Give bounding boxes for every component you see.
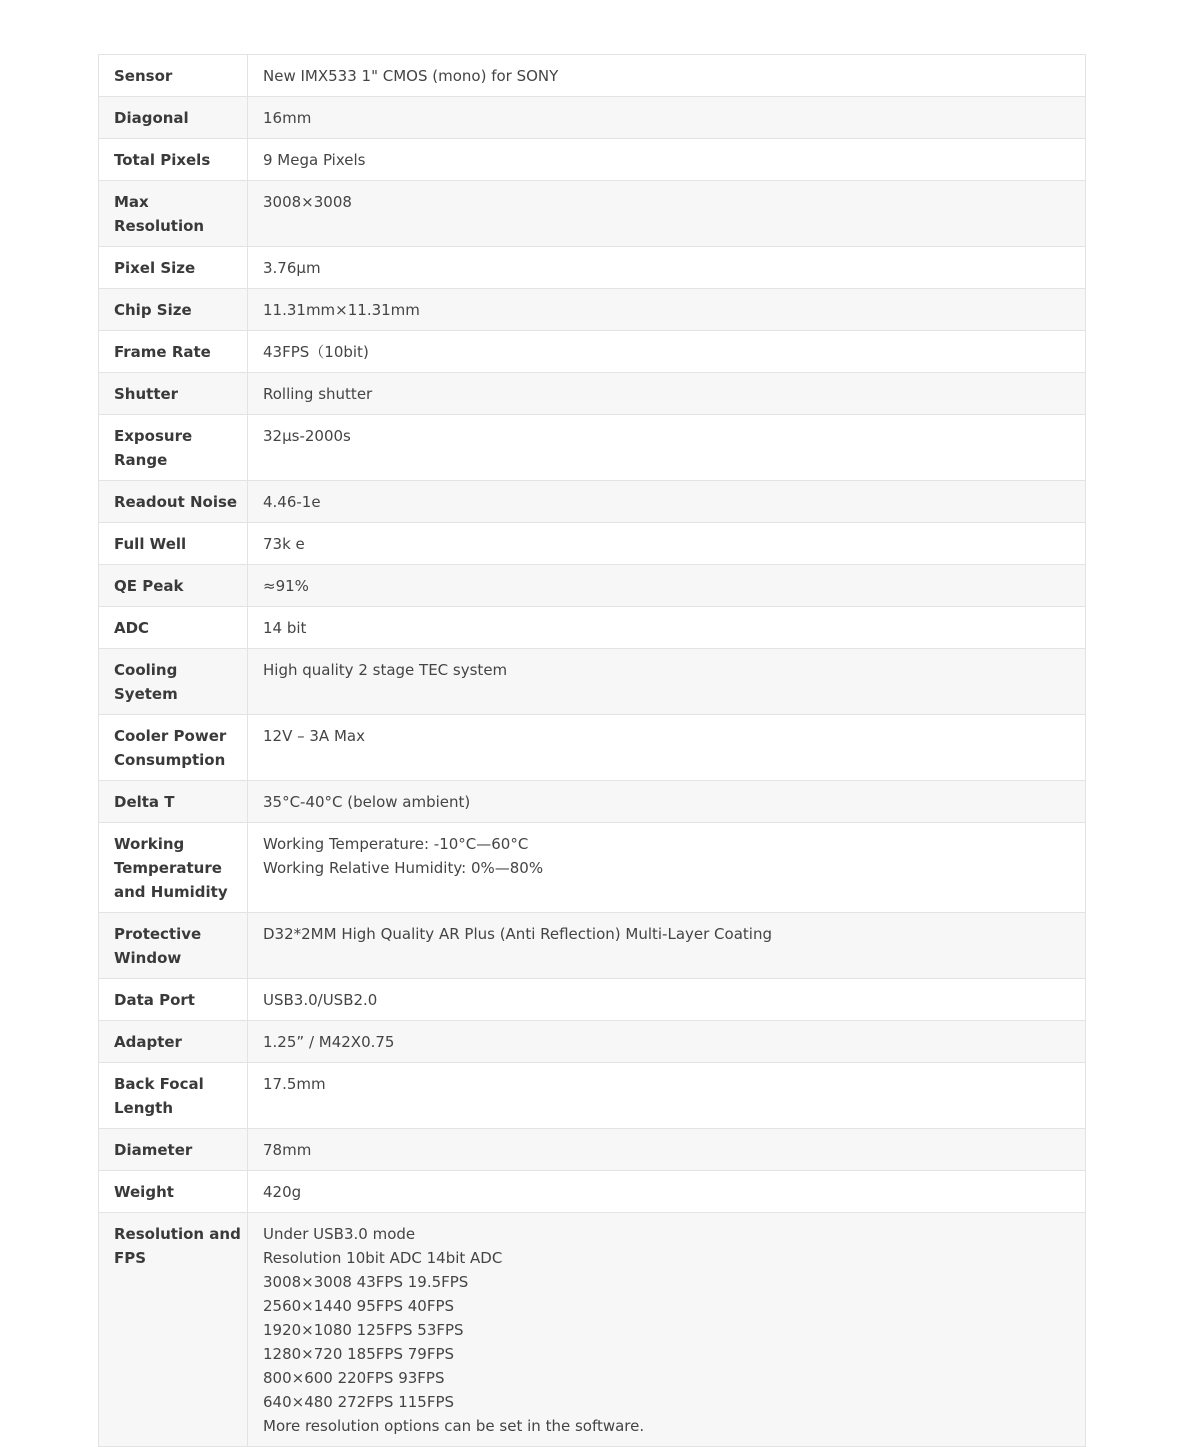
spec-row xyxy=(99,979,1086,1021)
spec-label: Frame Rate xyxy=(99,331,248,373)
spec-label: Shutter xyxy=(99,373,248,415)
spec-row xyxy=(99,55,1086,97)
spec-label: Back Focal Length xyxy=(99,1063,248,1129)
spec-row xyxy=(99,331,1086,373)
spec-label: Protective Window xyxy=(99,913,248,979)
spec-row xyxy=(99,715,1086,781)
spec-value-line: 800×600 220FPS 93FPS xyxy=(263,1369,445,1387)
spec-value-line: ≈91% xyxy=(263,577,309,595)
spec-value xyxy=(248,649,1086,715)
spec-label: Weight xyxy=(99,1171,248,1213)
spec-value-line: Working Relative Humidity: 0%—80% xyxy=(263,859,544,877)
spec-value xyxy=(248,331,1086,373)
spec-label: Chip Size xyxy=(99,289,248,331)
spec-row xyxy=(99,1021,1086,1063)
spec-label: Sensor xyxy=(99,55,248,97)
spec-value-line: 2560×1440 95FPS 40FPS xyxy=(263,1297,455,1315)
spec-value xyxy=(248,781,1086,823)
spec-value xyxy=(248,481,1086,523)
spec-row xyxy=(99,481,1086,523)
spec-value xyxy=(248,181,1086,247)
spec-value-line: 3008×3008 43FPS 19.5FPS xyxy=(263,1273,469,1291)
spec-row xyxy=(99,523,1086,565)
spec-value xyxy=(248,1213,1086,1447)
spec-value-line: 17.5mm xyxy=(263,1075,326,1093)
spec-value xyxy=(248,979,1086,1021)
spec-label: Total Pixels xyxy=(99,139,248,181)
spec-value xyxy=(248,715,1086,781)
spec-label: Resolution and FPS xyxy=(99,1213,248,1447)
spec-value xyxy=(248,1171,1086,1213)
spec-value-line: New IMX533 1" CMOS (mono) for SONY xyxy=(263,67,559,85)
spec-row xyxy=(99,97,1086,139)
spec-value-line: 35°C-40°C (below ambient) xyxy=(263,793,471,811)
spec-value-line: 12V – 3A Max xyxy=(263,727,365,745)
spec-value-line: Under USB3.0 mode xyxy=(263,1225,416,1243)
spec-value xyxy=(248,415,1086,481)
spec-label: Adapter xyxy=(99,1021,248,1063)
spec-value-line: 32μs-2000s xyxy=(263,427,351,445)
spec-value xyxy=(248,913,1086,979)
spec-value-line: Working Temperature: -10°C—60°C xyxy=(263,835,529,853)
spec-value xyxy=(248,523,1086,565)
spec-value xyxy=(248,289,1086,331)
spec-value xyxy=(248,607,1086,649)
spec-value-line: 3.76μm xyxy=(263,259,321,277)
spec-row xyxy=(99,1213,1086,1447)
spec-value-line: 73k e xyxy=(263,535,305,553)
spec-row xyxy=(99,1171,1086,1213)
spec-value xyxy=(248,1021,1086,1063)
spec-value-line: 11.31mm×11.31mm xyxy=(263,301,420,319)
spec-label: Cooling Syetem xyxy=(99,649,248,715)
spec-row xyxy=(99,139,1086,181)
spec-value xyxy=(248,373,1086,415)
spec-value xyxy=(248,97,1086,139)
spec-value-line: 14 bit xyxy=(263,619,307,637)
spec-table xyxy=(98,54,1086,1447)
spec-label: Working Temperature and Humidity xyxy=(99,823,248,913)
spec-row xyxy=(99,823,1086,913)
spec-value-line: Resolution 10bit ADC 14bit ADC xyxy=(263,1249,503,1267)
spec-row xyxy=(99,781,1086,823)
spec-value-line: 4.46-1e xyxy=(263,493,321,511)
spec-label: QE Peak xyxy=(99,565,248,607)
spec-label: ADC xyxy=(99,607,248,649)
spec-label: Max Resolution xyxy=(99,181,248,247)
spec-value xyxy=(248,1063,1086,1129)
spec-value-line: 640×480 272FPS 115FPS xyxy=(263,1393,455,1411)
spec-label: Diagonal xyxy=(99,97,248,139)
spec-row xyxy=(99,607,1086,649)
spec-value xyxy=(248,1129,1086,1171)
spec-label: Readout Noise xyxy=(99,481,248,523)
spec-row xyxy=(99,373,1086,415)
spec-value-line: USB3.0/USB2.0 xyxy=(263,991,378,1009)
spec-label: Data Port xyxy=(99,979,248,1021)
spec-label: Cooler Power Consumption xyxy=(99,715,248,781)
spec-value-line: Rolling shutter xyxy=(263,385,373,403)
spec-value-line: High quality 2 stage TEC system xyxy=(263,661,508,679)
spec-value xyxy=(248,565,1086,607)
spec-value-line: 1.25” / M42X0.75 xyxy=(263,1033,395,1051)
spec-row xyxy=(99,1129,1086,1171)
spec-row xyxy=(99,247,1086,289)
spec-label: Exposure Range xyxy=(99,415,248,481)
spec-value-line: 16mm xyxy=(263,109,312,127)
spec-value-line: 3008×3008 xyxy=(263,193,352,211)
spec-row xyxy=(99,565,1086,607)
spec-value xyxy=(248,247,1086,289)
spec-value xyxy=(248,823,1086,913)
spec-row xyxy=(99,289,1086,331)
spec-value-line: 43FPS（10bit) xyxy=(263,343,369,361)
spec-value-line: D32*2MM High Quality AR Plus (Anti Reflection) Multi-Layer Coating xyxy=(263,925,772,943)
spec-row xyxy=(99,1063,1086,1129)
spec-value-line: 1280×720 185FPS 79FPS xyxy=(263,1345,455,1363)
spec-label: Pixel Size xyxy=(99,247,248,289)
spec-value xyxy=(248,55,1086,97)
spec-label: Delta T xyxy=(99,781,248,823)
spec-table-body xyxy=(99,55,1086,1447)
spec-value xyxy=(248,139,1086,181)
spec-value-line: 1920×1080 125FPS 53FPS xyxy=(263,1321,464,1339)
spec-row xyxy=(99,415,1086,481)
spec-value-line: 78mm xyxy=(263,1141,312,1159)
spec-value-line: 420g xyxy=(263,1183,302,1201)
spec-row xyxy=(99,649,1086,715)
spec-row xyxy=(99,913,1086,979)
spec-value-line: More resolution options can be set in the software. xyxy=(263,1417,645,1435)
spec-label: Full Well xyxy=(99,523,248,565)
spec-label: Diameter xyxy=(99,1129,248,1171)
spec-row xyxy=(99,181,1086,247)
spec-value-line: 9 Mega Pixels xyxy=(263,151,366,169)
